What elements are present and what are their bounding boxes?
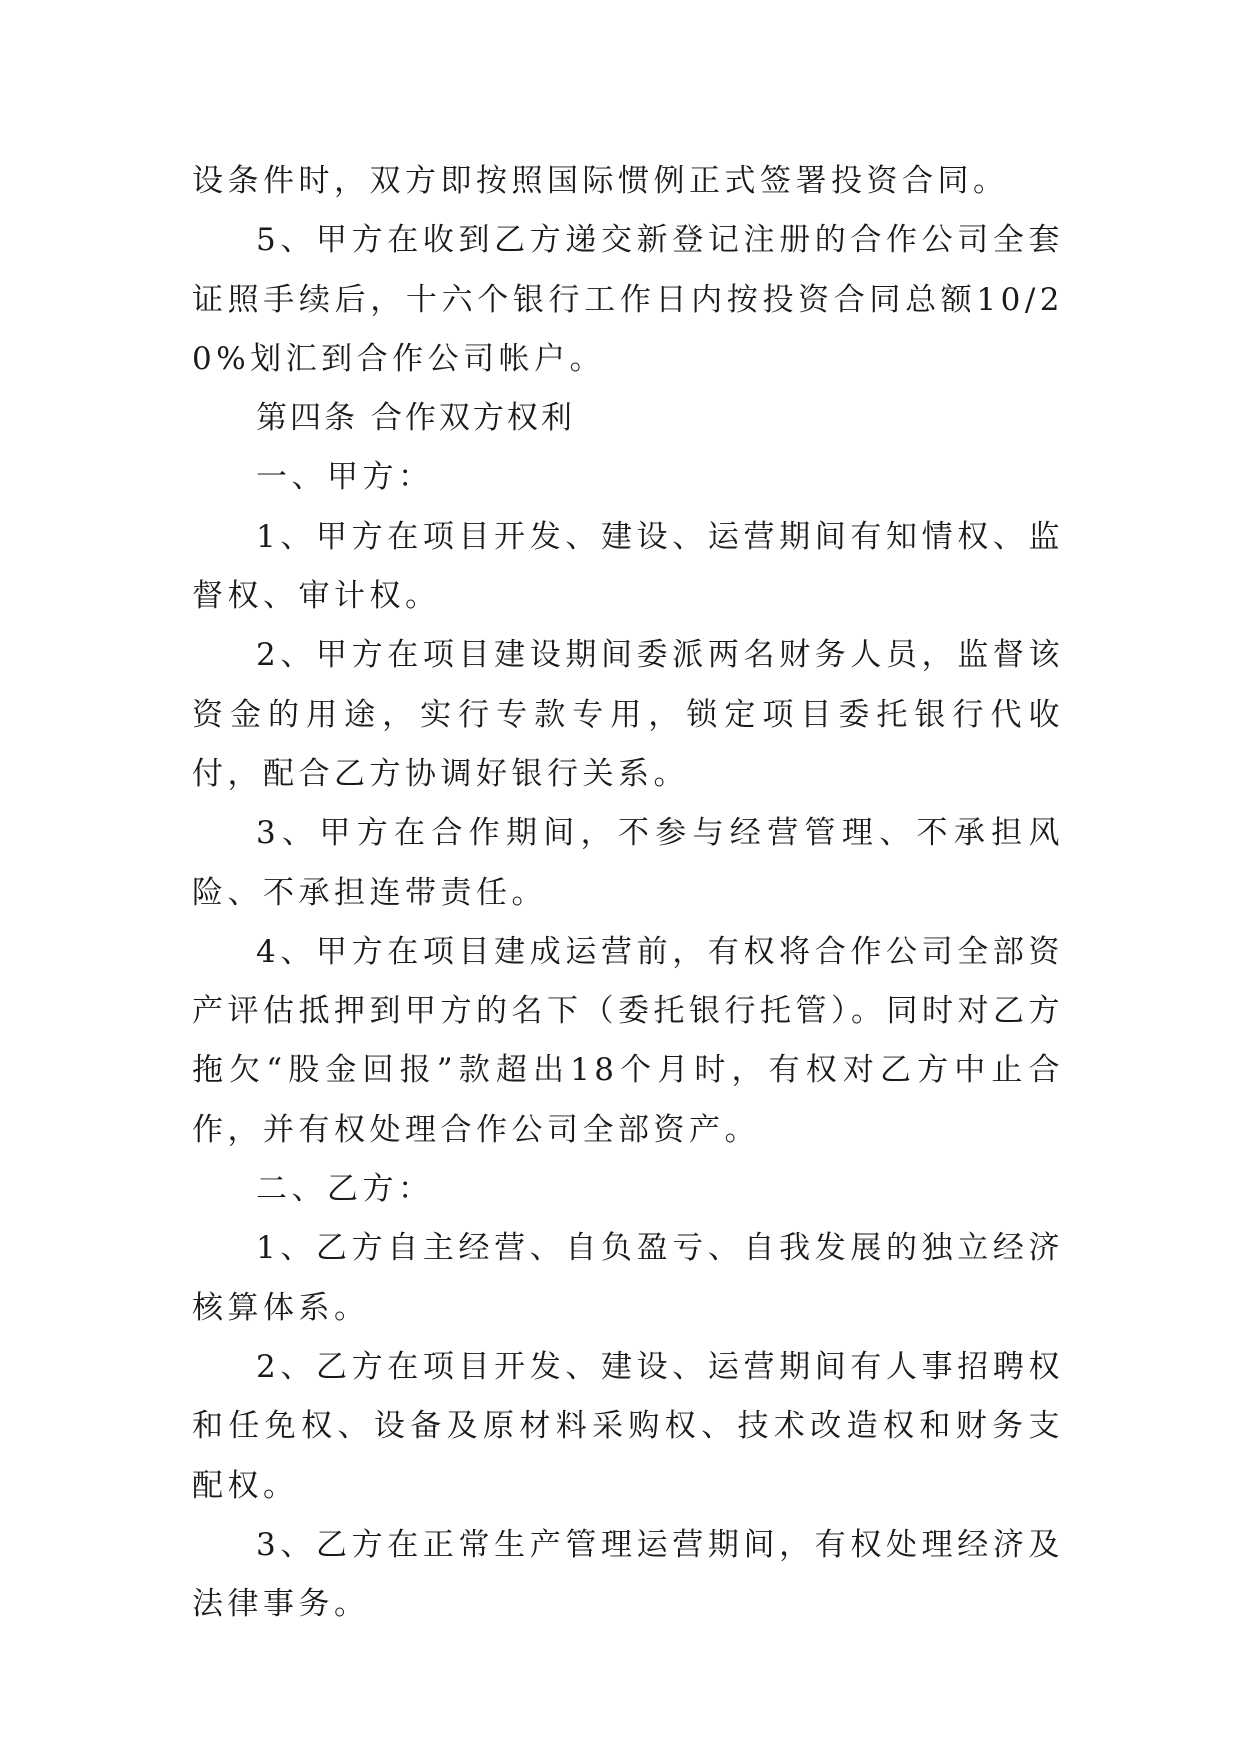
article-heading: 第四条 合作双方权利 bbox=[256, 400, 575, 437]
document-body bbox=[192, 152, 1064, 1634]
paragraph-party-b-right-3: 3、乙方在正常生产管理运营期间，有权处理经济及法律事务。 bbox=[192, 1526, 1064, 1623]
paragraph-party-b-right-2: 2、乙方在项目开发、建设、运营期间有人事招聘权和任免权、设备及原材料采购权、技术改造权和财务支配权。 bbox=[192, 1348, 1064, 1504]
paragraph-party-a-right-2: 2、甲方在项目建设期间委派两名财务人员，监督该资金的用途，实行专款专用，锁定项目委托银行代收付，配合乙方协调好银行关系。 bbox=[192, 637, 1064, 792]
paragraph-party-a-right-3: 3、甲方在合作期间，不参与经营管理、不承担风险、不承担连带责任。 bbox=[192, 815, 1064, 911]
paragraph-party-a-right-1: 1、甲方在项目开发、建设、运营期间有知情权、监督权、审计权。 bbox=[192, 518, 1064, 615]
paragraph-clause-5-funding: 5、甲方在收到乙方递交新登记注册的合作公司全套证照手续后，十六个银行工作日内按投资合同总额10/20%划汇到合作公司帐户。 bbox=[192, 222, 1064, 377]
paragraph-continuation: 设条件时，双方即按照国际惯例正式签署投资合同。 bbox=[192, 163, 1009, 199]
section-heading-party-a: 一、甲方： bbox=[256, 459, 434, 496]
paragraph-party-b-right-1: 1、乙方自主经营、自负盈亏、自我发展的独立经济核算体系。 bbox=[192, 1230, 1064, 1326]
paragraph-party-a-right-4: 4、甲方在项目建成运营前，有权将合作公司全部资产评估抵押到甲方的名下（委托银行托管）。同时对乙方拖欠“股金回报”款超出18个月时，有权对乙方中止合作，并有权处理合作公司全部资产。 bbox=[192, 933, 1064, 1148]
section-heading-party-b: 二、乙方： bbox=[256, 1171, 434, 1208]
